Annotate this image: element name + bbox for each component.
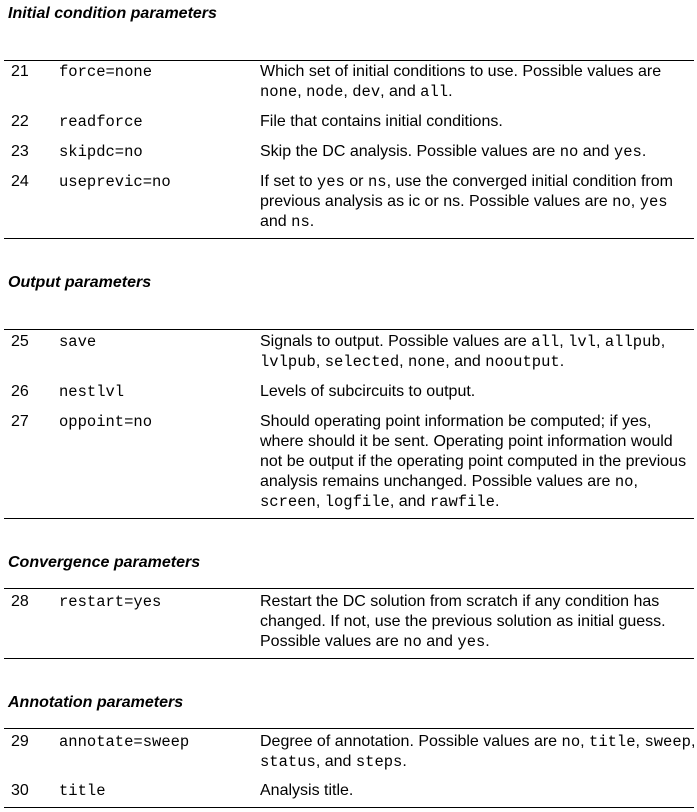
description-text: ,: [315, 353, 325, 370]
table-bottom-rule: [4, 238, 694, 239]
description-text: ,: [559, 333, 569, 350]
description-text: Restart the DC solution from scratch if any condition has changed. If not, use the previous solution as initial guess. Possible values are: [260, 593, 666, 650]
param-name: nestlvl: [59, 383, 125, 401]
param-name: skipdc=no: [59, 143, 143, 161]
value-code: yes: [613, 143, 642, 161]
description-text: Skip the DC analysis. Possible values are: [260, 143, 560, 160]
description-text: Levels of subcircuits to output.: [260, 383, 476, 400]
value-code: sweep: [644, 733, 691, 751]
description-text: ,: [595, 333, 605, 350]
description-text: , and: [315, 753, 356, 770]
param-name: force=none: [59, 63, 153, 81]
value-code: all: [420, 83, 449, 101]
param-description: [260, 781, 696, 801]
row-number: 21: [11, 63, 29, 80]
value-code: no: [403, 633, 422, 651]
value-code: lvl: [568, 333, 596, 351]
description-text: , use the converged initial condition from previous analysis as ic or ns. Possible values are: [260, 173, 673, 210]
param-name: useprevic=no: [59, 173, 171, 191]
table-top-rule: [4, 588, 694, 589]
section-title-annotation: Annotation parameters: [8, 694, 184, 711]
param-description: [260, 62, 696, 102]
description-text: and: [260, 213, 292, 230]
value-code: node: [306, 83, 344, 101]
description-text: .: [559, 353, 565, 370]
value-code: screen: [260, 493, 316, 511]
description-text: Signals to output. Possible values are: [260, 333, 532, 350]
section-title-initial-condition: Initial condition parameters: [8, 5, 217, 22]
value-code: status: [260, 753, 316, 771]
value-code: dev: [352, 83, 381, 101]
row-number: 23: [11, 143, 29, 160]
value-code: no: [614, 473, 634, 491]
description-text: ,: [580, 733, 590, 750]
table-bottom-rule: [4, 658, 694, 659]
description-text: ,: [315, 493, 325, 510]
param-name: title: [59, 782, 106, 800]
param-description: [260, 592, 696, 652]
value-code: no: [559, 143, 579, 161]
param-description: [260, 112, 696, 132]
row-number: 29: [11, 733, 29, 750]
table-top-rule: [4, 60, 694, 61]
description-text: ,: [633, 473, 638, 490]
value-code: yes: [457, 633, 486, 651]
param-name: save: [59, 333, 97, 351]
description-text: File that contains initial conditions.: [260, 113, 503, 130]
section-title-output: Output parameters: [8, 274, 152, 291]
description-text: ,: [635, 733, 645, 750]
section-title-convergence: Convergence parameters: [8, 554, 201, 571]
description-text: Degree of annotation. Possible values are: [260, 733, 562, 750]
row-number: 24: [11, 173, 29, 190]
table-bottom-rule: [4, 518, 694, 519]
description-text: ,: [399, 353, 409, 370]
description-text: , and: [380, 83, 421, 100]
value-code: none: [260, 83, 298, 101]
value-code: no: [561, 733, 581, 751]
value-code: rawfile: [429, 493, 495, 511]
description-text: Which set of initial conditions to use. Possible values are: [260, 63, 662, 80]
value-code: selected: [324, 353, 400, 371]
description-text: .: [494, 493, 500, 510]
description-text: ,: [660, 333, 666, 350]
param-description: [260, 142, 696, 162]
param-name: readforce: [59, 113, 143, 131]
value-code: allpub: [604, 333, 661, 351]
param-description: [260, 412, 696, 512]
description-text: and: [578, 143, 614, 160]
row-number: 27: [11, 413, 29, 430]
description-text: .: [641, 143, 647, 160]
row-number: 30: [11, 782, 29, 799]
table-top-rule: [4, 329, 694, 330]
table-bottom-rule: [4, 807, 694, 808]
row-number: 26: [11, 383, 29, 400]
param-description: [260, 732, 696, 772]
description-text: ,: [343, 83, 353, 100]
description-text: ,: [297, 83, 307, 100]
param-name: annotate=sweep: [59, 733, 190, 751]
param-description: [260, 172, 696, 232]
value-code: yes: [639, 193, 668, 211]
row-number: 25: [11, 333, 29, 350]
description-text: Should operating point information be computed; if yes, where should it be sent. Operating point information would not be output if the operating point computed in the previous analysis remains unchanged. Possible values are: [260, 413, 687, 490]
value-code: ns: [291, 213, 310, 231]
param-name: oppoint=no: [59, 413, 153, 431]
value-code: yes: [316, 173, 345, 191]
table-top-rule: [4, 728, 694, 729]
row-number: 22: [11, 113, 29, 130]
description-text: , and: [389, 493, 430, 510]
description-text: .: [402, 753, 407, 770]
description-text: If set to: [260, 173, 317, 190]
value-code: lvlpub: [260, 353, 316, 371]
value-code: no: [612, 193, 631, 211]
value-code: nooutput: [485, 353, 560, 371]
description-text: , and: [445, 353, 486, 370]
param-description: [260, 382, 696, 402]
param-name: restart=yes: [59, 593, 162, 611]
value-code: ns: [367, 173, 387, 191]
value-code: title: [589, 733, 636, 751]
value-code: none: [408, 353, 446, 371]
value-code: steps: [355, 753, 403, 771]
description-text: .: [309, 213, 315, 230]
row-number: 28: [11, 593, 29, 610]
description-text: .: [448, 83, 453, 100]
value-code: logfile: [324, 493, 390, 511]
description-text: Analysis title.: [260, 782, 354, 799]
description-text: and: [421, 633, 458, 650]
description-text: or: [344, 173, 368, 190]
param-description: [260, 332, 696, 372]
description-text: ,: [690, 733, 696, 750]
value-code: all: [531, 333, 560, 351]
description-text: .: [485, 633, 490, 650]
description-text: ,: [630, 193, 640, 210]
